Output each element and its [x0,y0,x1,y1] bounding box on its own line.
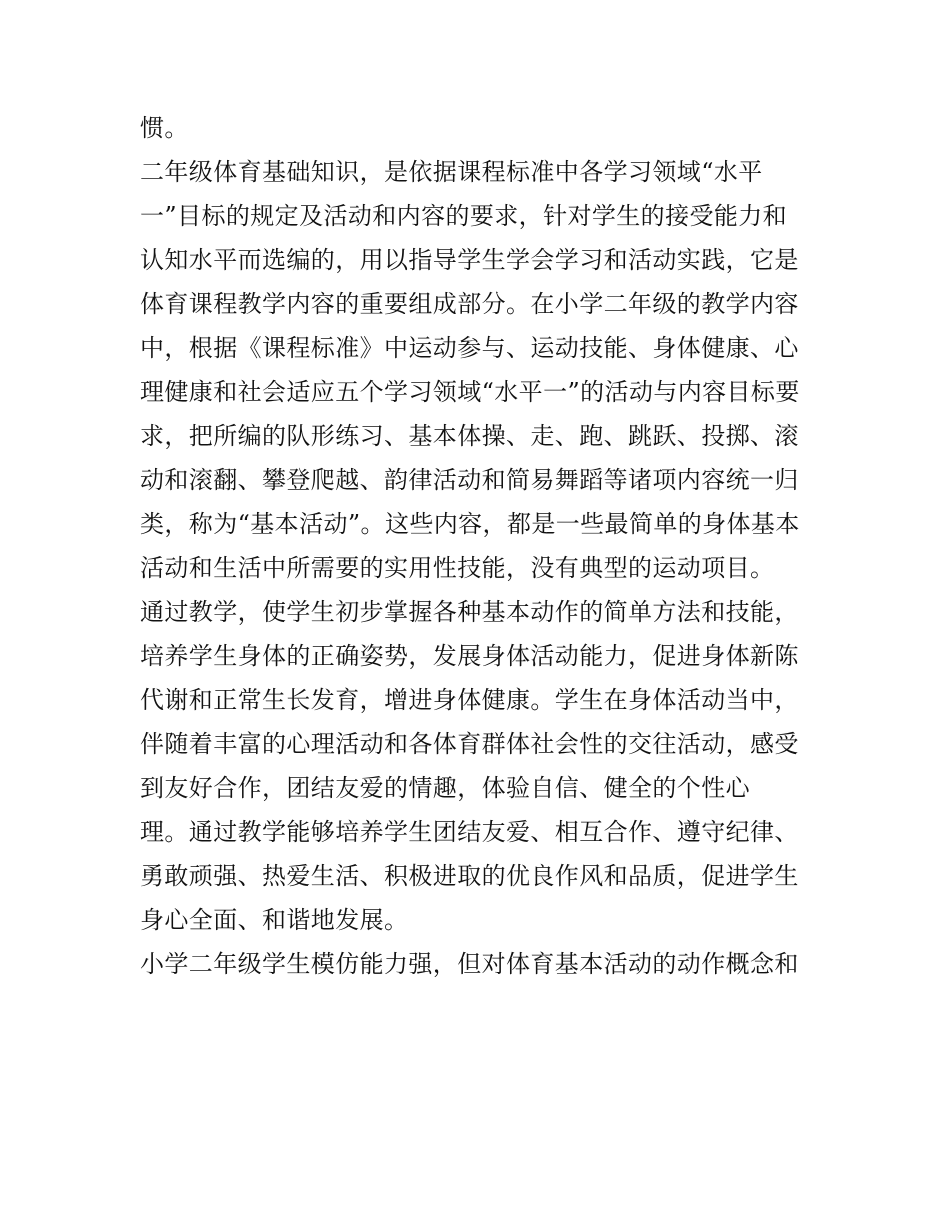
text-line: 中，根据《课程标准》中运动参与、运动技能、身体健康、心 [140,334,799,362]
text-line: 类，称为“基本活动”。这些内容，都是一些最简单的身体基本 [140,510,800,538]
text-line: 小学二年级学生模仿能力强，但对体育基本活动的动作概念和 [140,950,799,978]
text-line: 到友好合作，团结友爱的情趣，体验自信、健全的个性心 [140,774,750,802]
text-line: 培养学生身体的正确姿势，发展身体活动能力，促进身体新陈 [140,642,799,670]
text-line: 代谢和正常生长发育，增进身体健康。学生在身体活动当中， [140,686,799,714]
text-line: 惯。 [140,114,189,142]
text-line: 认知水平而选编的，用以指导学生学会学习和活动实践，它是 [140,246,799,274]
text-line: 身心全面、和谐地发展。 [140,906,409,934]
text-line: 通过教学，使学生初步掌握各种基本动作的简单方法和技能， [140,598,799,626]
text-line: 体育课程教学内容的重要组成部分。在小学二年级的教学内容 [140,290,799,318]
text-line: 二年级体育基础知识，是依据课程标准中各学习领域“水平 [140,158,763,186]
text-line: 勇敢顽强、热爱生活、积极进取的优良作风和品质，促进学生 [140,862,799,890]
body-text [140,106,830,986]
text-line: 活动和生活中所需要的实用性技能，没有典型的运动项目。 [140,554,775,582]
text-line: 求，把所编的队形练习、基本体操、走、跑、跳跃、投掷、滚 [140,422,799,450]
text-line: 理健康和社会适应五个学习领域“水平一”的活动与内容目标要 [140,378,800,406]
text-line: 动和滚翻、攀登爬越、韵律活动和简易舞蹈等诸项内容统一归 [140,466,799,494]
text-line: 伴随着丰富的心理活动和各体育群体社会性的交往活动，感受 [140,730,799,758]
text-line: 一”目标的规定及活动和内容的要求，针对学生的接受能力和 [140,202,788,230]
text-line: 理。通过教学能够培养学生团结友爱、相互合作、遵守纪律、 [140,818,799,846]
